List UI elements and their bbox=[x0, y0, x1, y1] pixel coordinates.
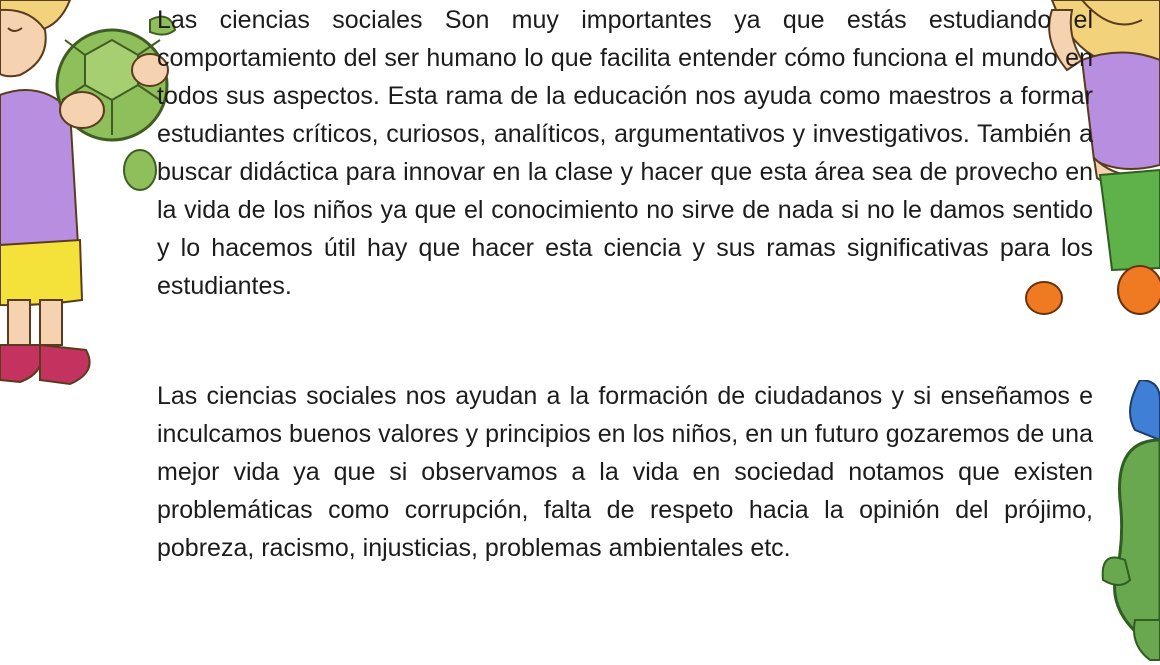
dinosaur-illustration bbox=[1095, 380, 1160, 665]
paragraph-1: Las ciencias sociales Son muy importantes ya que estás estudiando el comportamiento del ser humano lo que facilita entender cómo funciona el mundo en todos sus aspectos. Esta rama de la educación nos ayuda como maestros a formar estudiantes críticos, curiosos, analíticos, argumentativos y investigativos. También a buscar didáctica para innovar en la clase y hacer que esta área sea de provecho en la vida de los niños ya que el conocimiento no sirve de nada si no le damos sentido y lo hacemos útil hay que hacer esta ciencia y sus ramas significativas para los estudiantes. bbox=[157, 6, 1093, 300]
dinosaur-icon bbox=[1095, 380, 1160, 665]
paragraph-2: Las ciencias sociales nos ayudan a la formación de ciudadanos y si enseñamos e inculcamos buenos valores y principios en los niños, en un futuro gozaremos de una mejor vida ya que si observamos a la vida en sociedad notamos que existen problemáticas como corrupción, falta de respeto hacia la opinión del prójimo, pobreza, racismo, injusticias, problemas ambientales etc. bbox=[157, 382, 1093, 562]
